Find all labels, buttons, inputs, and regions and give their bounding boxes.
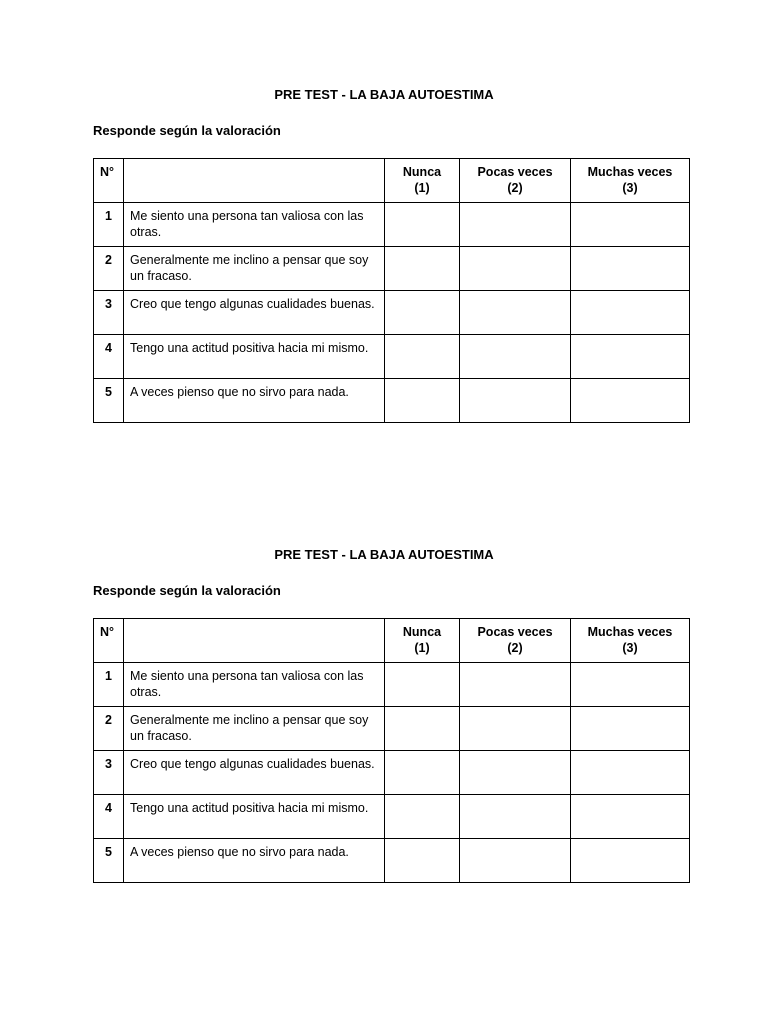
answer-cell-nunca[interactable] (385, 707, 460, 751)
table-row (94, 707, 690, 751)
survey-table (93, 618, 690, 883)
row-statement: A veces pienso que no sirvo para nada. (124, 839, 385, 883)
table-row (94, 291, 690, 335)
header-statement (124, 159, 385, 203)
answer-cell-muchas-veces[interactable] (571, 795, 690, 839)
header-option-3-name: Muchas veces (587, 625, 673, 639)
table-row (94, 751, 690, 795)
answer-cell-muchas-veces[interactable] (571, 291, 690, 335)
table-row (94, 247, 690, 291)
answer-cell-pocas-veces[interactable] (460, 335, 571, 379)
header-option-2 (460, 159, 571, 203)
answer-cell-nunca[interactable] (385, 839, 460, 883)
survey-block-1 (0, 86, 768, 399)
header-number: N° (94, 619, 124, 663)
answer-cell-pocas-veces[interactable] (460, 379, 571, 423)
row-statement: Tengo una actitud positiva hacia mi mismo. (124, 335, 385, 379)
answer-cell-pocas-veces[interactable] (460, 839, 571, 883)
row-number: 4 (94, 335, 124, 379)
survey-instruction: Responde según la valoración (93, 583, 281, 598)
row-number: 3 (94, 291, 124, 335)
header-option-1-name: Nunca (402, 165, 442, 179)
header-option-1-value: (1) (414, 181, 430, 195)
answer-cell-nunca[interactable] (385, 247, 460, 291)
answer-cell-pocas-veces[interactable] (460, 751, 571, 795)
row-statement: Creo que tengo algunas cualidades buenas. (124, 751, 385, 795)
answer-cell-nunca[interactable] (385, 335, 460, 379)
survey-instruction: Responde según la valoración (93, 123, 281, 138)
header-option-2-value: (2) (507, 641, 523, 655)
header-option-2-name: Pocas veces (477, 165, 553, 179)
row-statement: Generalmente me inclino a pensar que soy un fracaso. (124, 247, 385, 291)
answer-cell-muchas-veces[interactable] (571, 707, 690, 751)
table-row (94, 379, 690, 423)
row-statement: Generalmente me inclino a pensar que soy un fracaso. (124, 707, 385, 751)
header-option-3-value: (3) (622, 181, 638, 195)
answer-cell-muchas-veces[interactable] (571, 203, 690, 247)
row-number: 4 (94, 795, 124, 839)
answer-cell-pocas-veces[interactable] (460, 291, 571, 335)
row-number: 1 (94, 663, 124, 707)
answer-cell-pocas-veces[interactable] (460, 247, 571, 291)
table-row (94, 203, 690, 247)
row-statement: Creo que tengo algunas cualidades buenas. (124, 291, 385, 335)
header-option-2-name: Pocas veces (477, 625, 553, 639)
row-number: 5 (94, 839, 124, 883)
header-number: N° (94, 159, 124, 203)
answer-cell-muchas-veces[interactable] (571, 379, 690, 423)
answer-cell-muchas-veces[interactable] (571, 751, 690, 795)
row-statement: Tengo una actitud positiva hacia mi mismo. (124, 795, 385, 839)
row-number: 3 (94, 751, 124, 795)
table-row (94, 795, 690, 839)
row-statement: A veces pienso que no sirvo para nada. (124, 379, 385, 423)
header-option-2 (460, 619, 571, 663)
answer-cell-nunca[interactable] (385, 795, 460, 839)
answer-cell-pocas-veces[interactable] (460, 663, 571, 707)
header-option-3 (571, 159, 690, 203)
header-statement (124, 619, 385, 663)
table-row (94, 839, 690, 883)
answer-cell-muchas-veces[interactable] (571, 335, 690, 379)
header-option-1-value: (1) (414, 641, 430, 655)
survey-block-2 (0, 546, 768, 859)
table-row (94, 663, 690, 707)
header-option-3-name: Muchas veces (587, 165, 673, 179)
answer-cell-muchas-veces[interactable] (571, 839, 690, 883)
header-option-1 (385, 159, 460, 203)
answer-cell-nunca[interactable] (385, 751, 460, 795)
answer-cell-pocas-veces[interactable] (460, 795, 571, 839)
answer-cell-nunca[interactable] (385, 203, 460, 247)
header-option-1 (385, 619, 460, 663)
header-option-3-value: (3) (622, 641, 638, 655)
answer-cell-pocas-veces[interactable] (460, 203, 571, 247)
survey-title: PRE TEST - LA BAJA AUTOESTIMA (274, 87, 494, 102)
header-option-3 (571, 619, 690, 663)
row-number: 2 (94, 247, 124, 291)
answer-cell-muchas-veces[interactable] (571, 663, 690, 707)
answer-cell-nunca[interactable] (385, 663, 460, 707)
row-statement: Me siento una persona tan valiosa con las otras. (124, 203, 385, 247)
table-header-row (94, 619, 690, 663)
table-row (94, 335, 690, 379)
row-statement: Me siento una persona tan valiosa con las otras. (124, 663, 385, 707)
survey-title: PRE TEST - LA BAJA AUTOESTIMA (274, 547, 494, 562)
header-option-2-value: (2) (507, 181, 523, 195)
header-option-1-name: Nunca (402, 625, 442, 639)
answer-cell-muchas-veces[interactable] (571, 247, 690, 291)
row-number: 1 (94, 203, 124, 247)
row-number: 2 (94, 707, 124, 751)
row-number: 5 (94, 379, 124, 423)
survey-table (93, 158, 690, 423)
answer-cell-pocas-veces[interactable] (460, 707, 571, 751)
table-header-row (94, 159, 690, 203)
answer-cell-nunca[interactable] (385, 291, 460, 335)
answer-cell-nunca[interactable] (385, 379, 460, 423)
